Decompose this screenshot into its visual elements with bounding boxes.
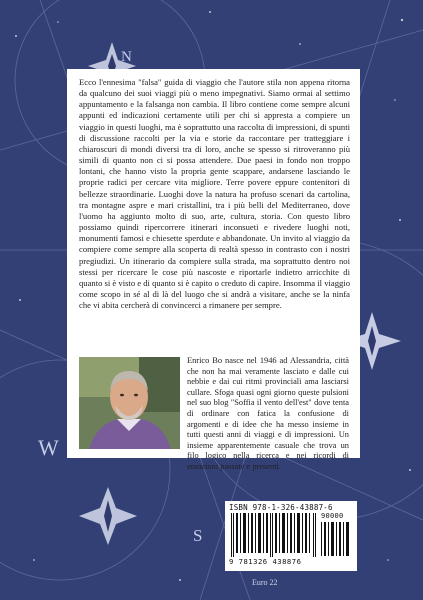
ean-digits: 9 781326 438876 xyxy=(229,557,302,566)
price-barcode-bars xyxy=(321,522,351,556)
compass-letter-s: S xyxy=(193,526,203,545)
price-label: Euro 22 xyxy=(252,578,278,587)
compass-letter-w: W xyxy=(38,435,59,460)
compass-letter-n: N xyxy=(121,49,132,65)
ean-barcode-bars xyxy=(229,513,319,557)
back-cover-text-panel xyxy=(67,69,360,471)
book-description: Ecco l'ennesima "falsa" guida di viaggio che l'autore stila non appena ritorna da qualcuno dei suoi viaggi più o meno impegnativi. Siamo ormai al settimo appuntamento e la falsanga non cambia. Il libro contiene come sempre alcuni appunti ed indicazioni certamente utili per chi si appresta a compiere un viaggio in questi luoghi, ma è soprattutto una raccolta di impressioni, di spunti di discussione raccolti per la via e storie da raccontare per tratteggiare i chiaroscuri di mondi diversi tra di loro, anche se spesso si ritroveranno più simili di quanto non ci si possa attendere. Due paesi in fondo non troppo lontani, che hanno visto la propria gente scappare, andarsene lasciando le proprie radici per cercare vita migliore. Terre povere eppure contenitori di bellezze straordinarie. Luoghi dove la natura ha profuso scenari da cartolina, tra montagne aspre e mari cristallini, tra i più belli del Mediterraneo, dove l'uomo ha aggiunto molto di suo, arte, cultura, storia. Con questo libro possiamo quindi ripercorrere itinerari inconsueti e rivedere luoghi noti, monumenti famosi e chiesette sperdute e abbandonate. Un invito al viaggio da compiere come sempre alla scoperta di realtà spesso in contrasto con i nostri pregiudizi. Un itinerario da compiere sulla strada, ma soprattutto dentro noi stessi per ricercare le cose più nascoste e riportarle indietro arricchite di quanto si è visto e di quanto si è capito o creduto di capire. Insomma il viaggio come scopo in sé al di là del luogo che si andrà a visitare, anche se la ninfa che vi abita cercherà di convincerci a rimanere per sempre. xyxy=(79,77,350,311)
author-biography: Enrico Bo nasce nel 1946 ad Alessandria, città che non ha mai veramente lasciato e dalle cui nebbie e dai cui ritmi provinciali ama lasciarsi cullare. Sfoga quasi ogni giorno queste pulsioni nel suo blog "Soffia il vento dell'est" dove tenta di ordinare con fatica la confusione di argomenti e di idee che ha messo insieme in tutti questi anni di viaggi e di impressioni. Un insieme apparentemente casuale che trova un filo logico nella ricerca e nei ricordi di emozioni passate e presenti. xyxy=(187,356,349,471)
author-section xyxy=(79,356,351,471)
isbn-label: ISBN 978-1-326-43887-6 xyxy=(229,503,333,512)
isbn-barcode xyxy=(225,501,357,571)
author-photo xyxy=(79,357,180,449)
price-code-label: 90000 xyxy=(321,512,344,520)
